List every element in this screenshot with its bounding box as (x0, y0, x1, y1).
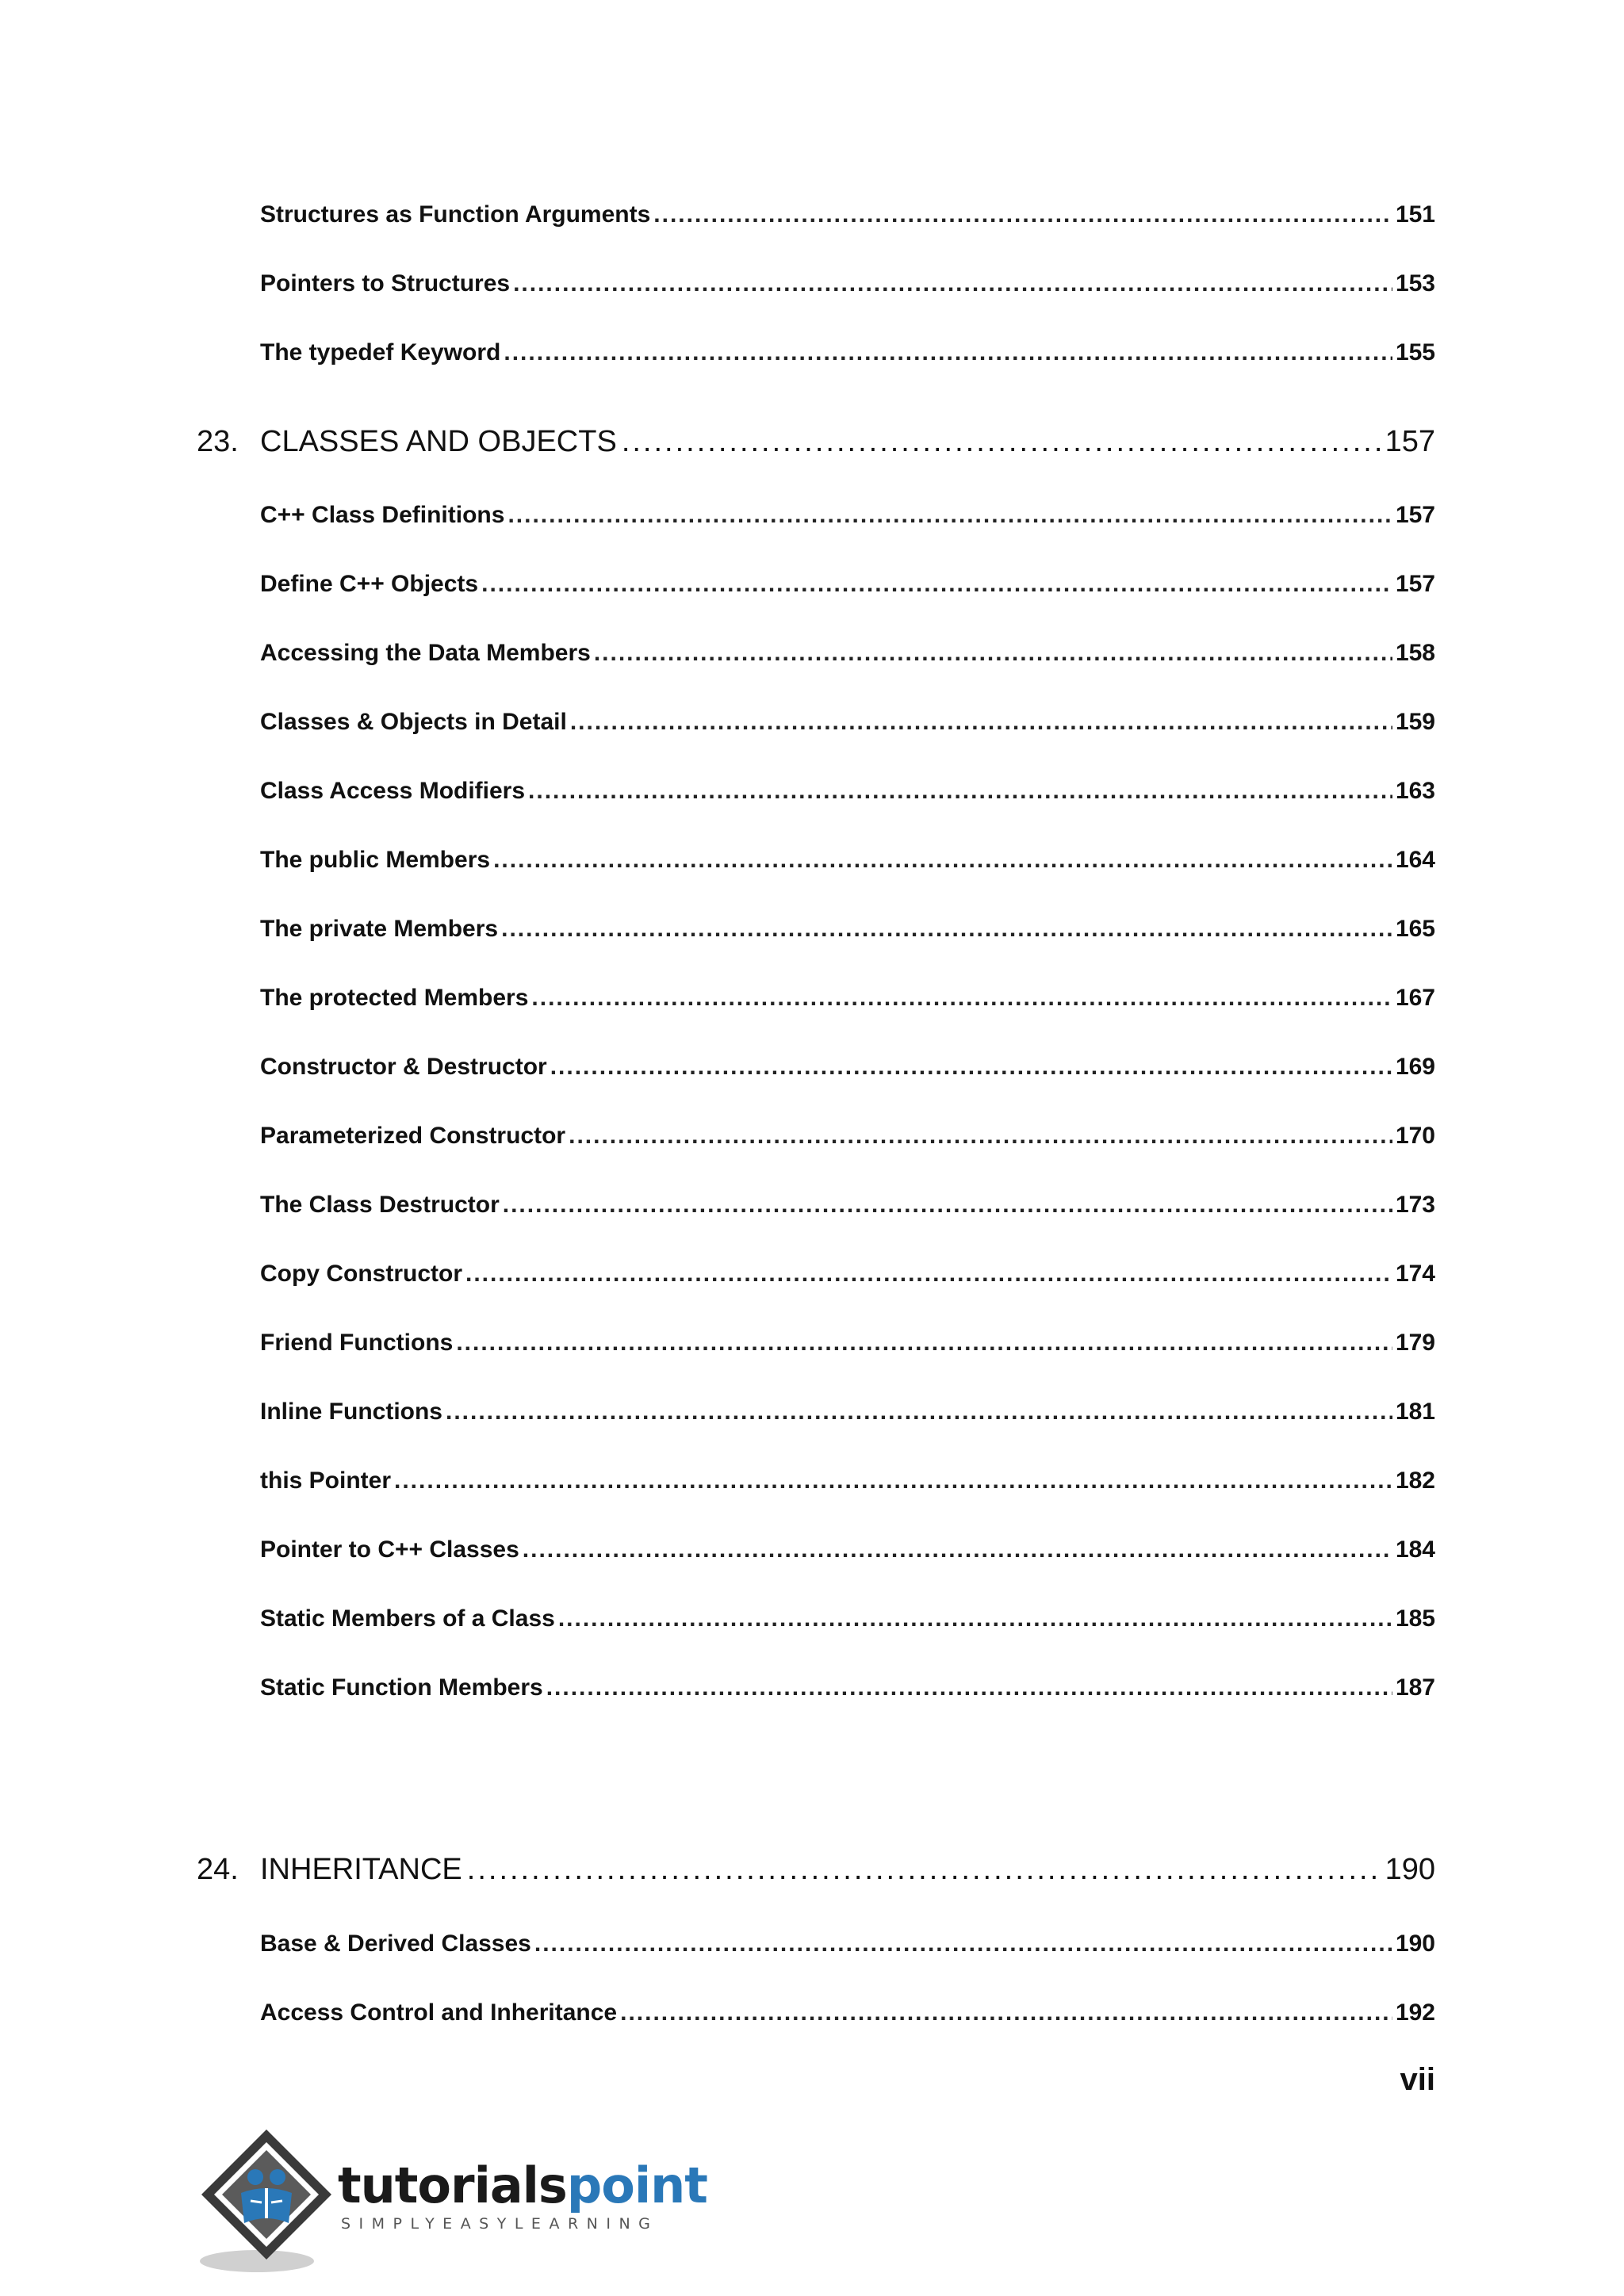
toc-entry-label: Inline Functions (260, 1399, 442, 1425)
toc-entry-page: 157 (1395, 571, 1435, 597)
chapter-heading-23[interactable] (197, 419, 1435, 464)
dot-leader (481, 566, 1392, 603)
dot-leader (446, 1394, 1392, 1430)
toc-entry-label: The private Members (260, 916, 499, 942)
dot-leader (620, 1995, 1392, 2031)
chapter-page: 157 (1385, 425, 1435, 458)
logo-word-part2: point (566, 2156, 707, 2214)
toc-entry[interactable] (260, 335, 1435, 371)
toc-entry-label: Static Function Members (260, 1674, 543, 1701)
dot-leader (504, 335, 1392, 371)
toc-entry[interactable] (260, 980, 1435, 1016)
toc-entry-page: 151 (1395, 201, 1435, 228)
toc-entry[interactable] (260, 1601, 1435, 1637)
toc-entry[interactable] (260, 1532, 1435, 1568)
toc-entry[interactable] (260, 704, 1435, 740)
logo-tagline: SIMPLYEASYLEARNING (341, 2215, 659, 2233)
toc-entry[interactable] (260, 1926, 1435, 1962)
dot-leader (534, 1926, 1392, 1962)
toc-entry-page: 192 (1395, 1999, 1435, 2026)
dot-leader (558, 1601, 1392, 1637)
toc-entry-page: 159 (1395, 709, 1435, 735)
toc-entry-page: 170 (1395, 1123, 1435, 1149)
toc-entry-label: The protected Members (260, 985, 529, 1011)
chapter-title: INHERITANCE (260, 1853, 462, 1886)
dot-leader (394, 1463, 1392, 1499)
toc-entry-page: 155 (1395, 339, 1435, 365)
toc-entry[interactable] (260, 1670, 1435, 1706)
toc-entry-page: 167 (1395, 985, 1435, 1011)
toc-entry-label: Base & Derived Classes (260, 1931, 531, 1957)
toc-entry-label: Copy Constructor (260, 1261, 462, 1287)
toc-entry-page: 153 (1395, 270, 1435, 297)
toc-entry[interactable] (260, 635, 1435, 672)
toc-entry-page: 181 (1395, 1399, 1435, 1425)
tutorialspoint-logo (195, 2125, 707, 2275)
toc-entry-page: 163 (1395, 778, 1435, 804)
dot-leader (456, 1325, 1392, 1361)
toc-entry[interactable] (260, 266, 1435, 302)
toc-entry[interactable] (260, 1394, 1435, 1430)
toc-entry-label: Constructor & Destructor (260, 1054, 547, 1080)
toc-entry-label: this Pointer (260, 1468, 392, 1494)
dot-leader (508, 497, 1392, 534)
dot-leader (653, 197, 1392, 233)
toc-entry-page: 185 (1395, 1605, 1435, 1632)
dot-leader (513, 266, 1392, 302)
chapter-title: CLASSES AND OBJECTS (260, 425, 617, 458)
toc-entry-page: 173 (1395, 1192, 1435, 1218)
toc-entry-page: 165 (1395, 916, 1435, 942)
toc-entry[interactable] (260, 1187, 1435, 1223)
logo-wordmark (338, 2158, 707, 2214)
dot-leader (570, 704, 1392, 740)
logo-word-part1: tutorials (338, 2156, 567, 2214)
toc-entry[interactable] (260, 566, 1435, 603)
toc-entry-label: Pointers to Structures (260, 270, 511, 297)
toc-entry-label: Friend Functions (260, 1330, 454, 1356)
page-number: vii (1400, 2062, 1435, 2097)
toc-entry-page: 157 (1395, 502, 1435, 528)
toc-entry[interactable] (260, 773, 1435, 809)
toc-entry[interactable] (260, 1325, 1435, 1361)
chapter-number: 24. (197, 1853, 239, 1886)
toc-entry-page: 184 (1395, 1536, 1435, 1563)
toc-entry[interactable] (260, 1049, 1435, 1085)
toc-entry-label: Classes & Objects in Detail (260, 709, 567, 735)
toc-entry-page: 174 (1395, 1261, 1435, 1287)
toc-entry-label: Structures as Function Arguments (260, 201, 651, 228)
dot-leader (501, 911, 1392, 947)
toc-entry-page: 187 (1395, 1674, 1435, 1701)
toc-entry-label: C++ Class Definitions (260, 502, 505, 528)
dot-leader (594, 635, 1392, 672)
toc-entry[interactable] (260, 197, 1435, 233)
toc-entry[interactable] (260, 1995, 1435, 2031)
toc-entry[interactable] (260, 842, 1435, 878)
toc-entry-label: Accessing the Data Members (260, 640, 591, 666)
toc-entry-label: Access Control and Inheritance (260, 1999, 618, 2026)
toc-entry-label: The public Members (260, 847, 491, 873)
toc-entry[interactable] (260, 1118, 1435, 1154)
dot-leader (493, 842, 1392, 878)
toc-entry-label: Static Members of a Class (260, 1605, 555, 1632)
toc-entry-page: 164 (1395, 847, 1435, 873)
toc-entry-label: Parameterized Constructor (260, 1123, 566, 1149)
dot-leader (546, 1670, 1392, 1706)
toc-entry-page: 179 (1395, 1330, 1435, 1356)
chapter-page: 190 (1385, 1853, 1435, 1886)
toc-entry-page: 158 (1395, 640, 1435, 666)
toc-entry-label: Class Access Modifiers (260, 778, 526, 804)
toc-entry[interactable] (260, 1463, 1435, 1499)
chapter-number: 23. (197, 425, 239, 458)
dot-leader (465, 1256, 1392, 1292)
toc-entry-label: The Class Destructor (260, 1192, 500, 1218)
chapter-heading-24[interactable] (197, 1847, 1435, 1892)
toc-entry-page: 182 (1395, 1468, 1435, 1494)
dot-leader (528, 773, 1392, 809)
dot-leader (503, 1187, 1392, 1223)
toc-entry-label: Pointer to C++ Classes (260, 1536, 519, 1563)
dot-leader (622, 419, 1381, 464)
dot-leader (550, 1049, 1392, 1085)
toc-entry[interactable] (260, 1256, 1435, 1292)
dot-leader (569, 1118, 1392, 1154)
dot-leader (523, 1532, 1392, 1568)
toc-entry-page: 190 (1395, 1931, 1435, 1957)
dot-leader (531, 980, 1392, 1016)
dot-leader (467, 1847, 1381, 1892)
toc-entry[interactable] (260, 497, 1435, 534)
toc-entry-label: The typedef Keyword (260, 339, 501, 365)
toc-entry[interactable] (260, 911, 1435, 947)
toc-entry-page: 169 (1395, 1054, 1435, 1080)
tutorialspoint-diamond-logo-icon (195, 2125, 338, 2275)
toc-entry-label: Define C++ Objects (260, 571, 479, 597)
